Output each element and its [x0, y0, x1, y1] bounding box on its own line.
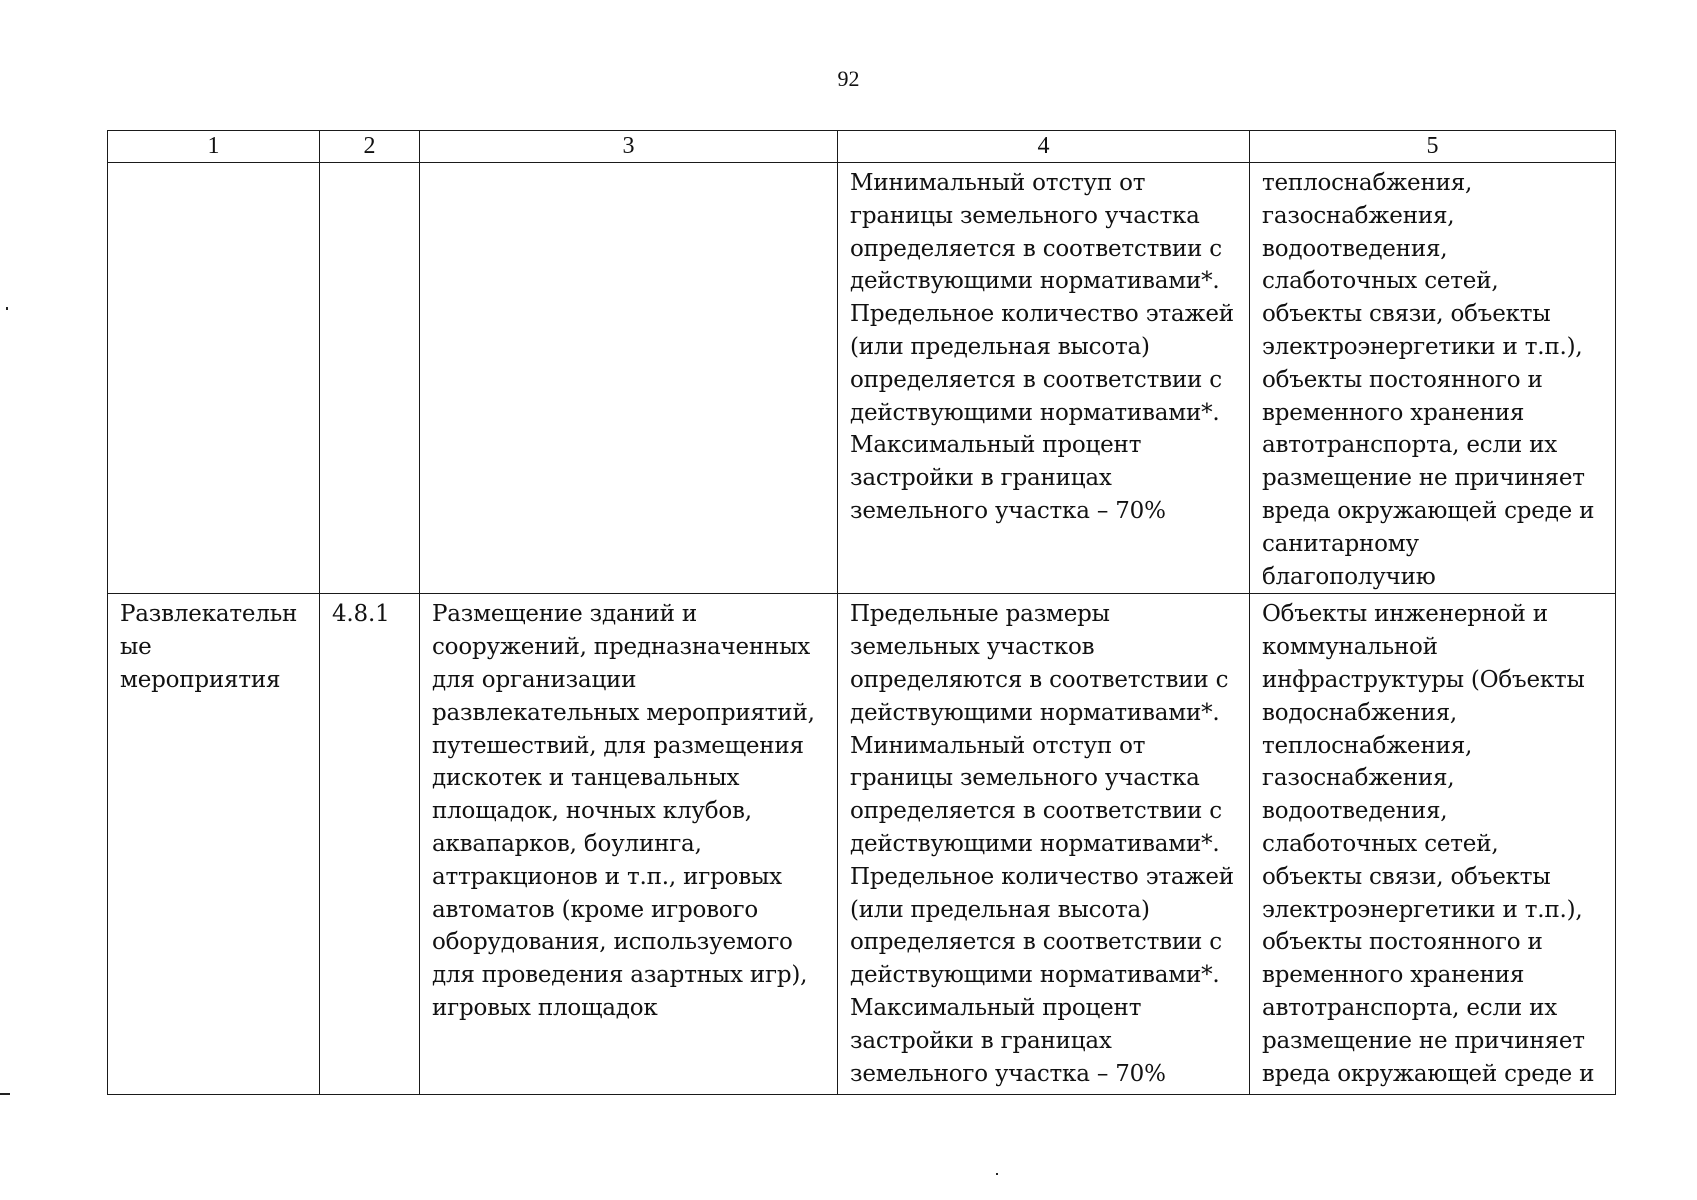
- parameters-cell: [838, 594, 1250, 1095]
- table-row: [108, 163, 1616, 594]
- scan-edge-mark: [0, 1093, 10, 1095]
- header-cell-4: 4: [838, 131, 1250, 163]
- table-row: [108, 594, 1616, 1095]
- parameters-text: Предельные размеры земельных участков определяются в соответствии с действующими нормативами*. Минимальный отступ от границы земельного участка определяется в соответствии с действующими нормативами*. Предельное количество этажей (или предельная высота) определяется в соответствии с действующими нормативами*. Максимальный процент застройки в границах земельного участка – 70%: [850, 601, 1234, 1087]
- use-code-text: 4.8.1: [332, 601, 390, 628]
- related-uses-cell: [1250, 163, 1616, 594]
- header-cell-5: 5: [1250, 131, 1616, 163]
- related-uses-text: теплоснабжения, газоснабжения, водоотведения, слаботочных сетей, объекты связи, объекты электроэнергетики и т.п.), объекты постоянного и временного хранения автотранспорта, если их размещение не причиняет вреда окружающей среде и санитарному благополучию: [1262, 170, 1595, 590]
- parameters-text: Минимальный отступ от границы земельного участка определяется в соответствии с действующими нормативами*. Предельное количество этажей (или предельная высота) определяется в соответствии с действующими нормативами*. Максимальный процент застройки в границах земельного участка – 70%: [850, 170, 1234, 524]
- related-uses-cell: [1250, 594, 1616, 1095]
- page-number: 92: [837, 66, 860, 91]
- zoning-table: [107, 130, 1616, 1095]
- use-code-cell: [320, 594, 420, 1095]
- related-uses-text: Объекты инженерной и коммунальной инфраструктуры (Объекты водоснабжения, теплоснабжения, газоснабжения, водоотведения, слаботочных сетей, объекты связи, объекты электроэнергетики и т.п.), объекты постоянного и временного хранения автотранспорта, если их размещение не причиняет вреда окружающей среде и: [1262, 601, 1595, 1087]
- header-cell-1: 1: [108, 131, 320, 163]
- header-cell-2: 2: [320, 131, 420, 163]
- scan-speck: [996, 1173, 998, 1175]
- header-cell-3: 3: [420, 131, 838, 163]
- use-name-cell: [108, 163, 320, 594]
- use-name-text: Развлекательн ые мероприятия: [120, 601, 298, 693]
- parameters-cell: [838, 163, 1250, 594]
- use-code-cell: [320, 163, 420, 594]
- use-name-cell: [108, 594, 320, 1095]
- use-description-cell: [420, 594, 838, 1095]
- table-header-row: [108, 131, 1616, 163]
- scan-speck: [6, 307, 8, 310]
- use-description-cell: [420, 163, 838, 594]
- use-description-text: Размещение зданий и сооружений, предназначенных для организации развлекательных мероприятий, путешествий, для размещения дискотек и танцевальных площадок, ночных клубов, аквапарков, боулинга, аттракционов и т.п., игровых автоматов (кроме игрового оборудования, используемого для проведения азартных игр), игровых площадок: [432, 601, 815, 1021]
